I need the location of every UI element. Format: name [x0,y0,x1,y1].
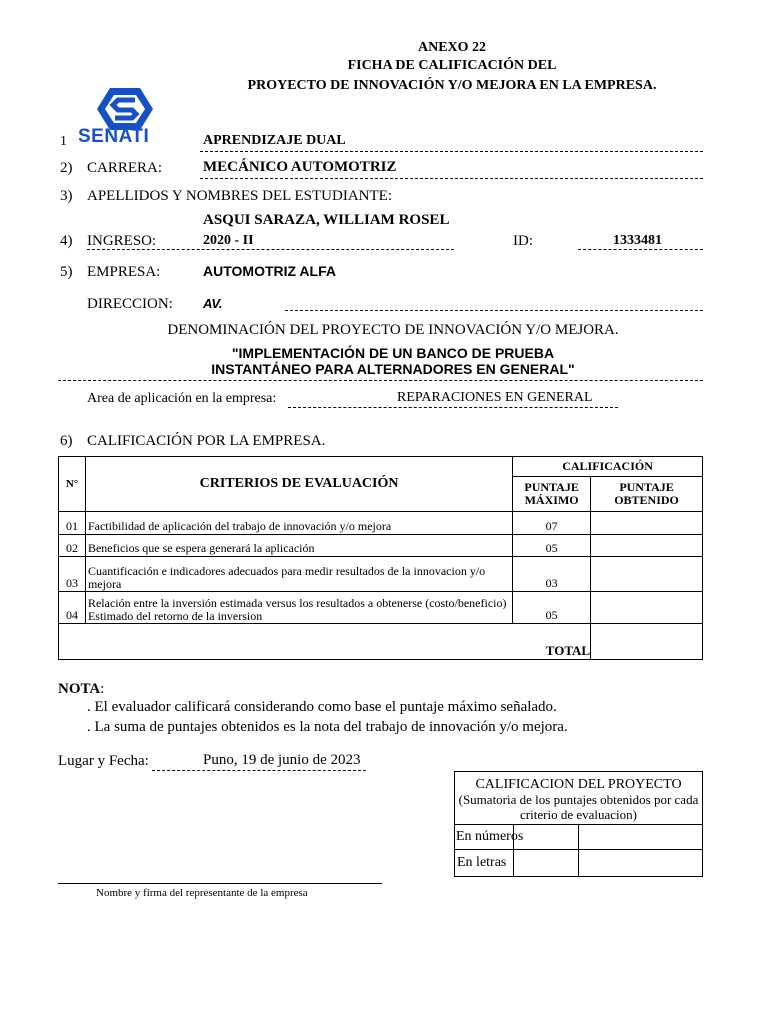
empresa-number: 5) [60,264,73,280]
row-num: 04 [59,592,86,624]
annex-label: ANEXO 22 [417,40,487,55]
ingreso-value: 2020 - II [203,233,254,248]
row-num: 03 [59,557,86,592]
student-number: 3) [60,188,73,204]
col-obt-header [591,477,703,512]
notes-line-2: . La suma de puntajes obtenidos es la nota del trabajo de innovación y/o mejora. [87,719,568,735]
area-field[interactable] [288,390,618,408]
col-max-line-2: MÁXIMO [524,493,579,507]
row-max: 05 [513,535,591,557]
section-6-number: 6) [60,433,73,449]
grade-box [454,771,703,877]
row-obtained-input[interactable] [591,512,703,535]
notes-line-1: . El evaluador calificará considerando como base el puntaje máximo señalado. [87,699,557,715]
row-criterion: Factibilidad de aplicación del trabajo de innovación y/o mejora [85,512,512,535]
row-max: 07 [513,512,591,535]
project-name-line-2: INSTANTÁNEO PARA ALTERNADORES EN GENERAL" [211,361,575,377]
id-label: ID: [513,233,533,249]
senati-logo-text: SENATI [78,126,150,147]
ingreso-label: INGRESO: [87,233,157,249]
row-criterion: Beneficios que se espera generará la aplicación [85,535,512,557]
row1-number: 1 [60,134,67,149]
notes-title [58,681,104,698]
row-num: 01 [59,512,86,535]
row-max: 05 [513,592,591,624]
carrera-field[interactable] [200,158,703,179]
grade-box-title: CALIFICACION DEL PROYECTO [475,777,682,792]
place-date-label: Lugar y Fecha: [58,753,149,769]
col-max-line-1: PUNTAJE [524,480,579,494]
title-line-2: PROYECTO DE INNOVACIÓN Y/O MEJORA EN LA EMPRESA. [247,78,657,93]
senati-logo [78,86,178,152]
total-row [59,624,703,660]
row-max: 03 [513,557,591,592]
letters-input-2[interactable] [578,850,702,877]
row-obtained-input[interactable] [591,592,703,624]
direccion-label: DIRECCION: [87,296,173,312]
col-max-header [513,477,591,512]
numbers-label: En números [456,829,524,844]
direccion-field[interactable] [285,310,703,311]
section-6-title: CALIFICACIÓN POR LA EMPRESA. [87,433,326,449]
student-name: ASQUI SARAZA, WILLIAM ROSEL [203,212,450,228]
col-num-header: N° [59,457,86,512]
col-calificacion-header: CALIFICACIÓN [513,457,703,477]
place-date-value: Puno, 19 de junio de 2023 [203,752,361,768]
row1-field[interactable] [200,131,703,152]
letters-label: En letras [455,850,514,877]
id-value: 1333481 [613,233,662,248]
student-label: APELLIDOS Y NOMBRES DEL ESTUDIANTE: [87,188,392,204]
ingreso-number: 4) [60,233,73,249]
col-obt-line-1: PUNTAJE [619,480,674,494]
carrera-value: MECÁNICO AUTOMOTRIZ [203,159,397,175]
empresa-value: AUTOMOTRIZ ALFA [203,263,336,279]
numbers-input-2[interactable] [578,825,702,850]
signature-line[interactable] [58,883,382,884]
project-name-underline [58,380,703,381]
letters-input[interactable] [513,850,578,877]
row-obtained-input[interactable] [591,557,703,592]
row-criterion: Relación entre la inversión estimada versus los resultados a obtenerse (costo/beneficio) Estimado del retorno de la inversion [85,592,512,624]
grade-box-subtitle: (Sumatoria de los puntajes obtenidos por cada criterio de evaluacion) [458,792,699,822]
total-input[interactable] [591,624,703,660]
grade-box-header [455,772,703,825]
total-label: TOTAL [59,624,591,660]
carrera-label: CARRERA: [87,160,163,176]
project-heading: DENOMINACIÓN DEL PROYECTO DE INNOVACIÓN Y/O MEJORA. [167,322,619,338]
numbers-label-cell [455,825,524,850]
signature-caption: Nombre y firma del representante de la empresa [96,887,308,899]
id-field[interactable] [578,232,703,250]
evaluation-table [58,456,703,660]
carrera-number: 2) [60,160,73,176]
title-line-1: FICHA DE CALIFICACIÓN DEL [347,58,557,73]
row-obtained-input[interactable] [591,535,703,557]
table-row [59,557,703,592]
row-criterion: Cuantificación e indicadores adecuados para medir resultados de la innovacion y/o mejora [85,557,512,592]
notes-colon: : [100,681,105,697]
table-row [59,592,703,624]
notes-title-text: NOTA [58,681,101,697]
row-num: 02 [59,535,86,557]
ingreso-field[interactable] [87,232,454,250]
area-label: Area de aplicación en la empresa: [87,391,277,406]
table-row [59,535,703,557]
place-date-field[interactable] [152,752,366,771]
col-criteria-header: CRITERIOS DE EVALUACIÓN [85,457,512,512]
table-row [59,512,703,535]
row1-value: APRENDIZAJE DUAL [203,133,346,148]
col-obt-line-2: OBTENIDO [614,493,679,507]
area-value: REPARACIONES EN GENERAL [397,390,593,405]
direccion-value: AV. [203,296,223,311]
empresa-label: EMPRESA: [87,264,161,280]
project-name-line-1: "IMPLEMENTACIÓN DE UN BANCO DE PRUEBA [231,345,555,361]
